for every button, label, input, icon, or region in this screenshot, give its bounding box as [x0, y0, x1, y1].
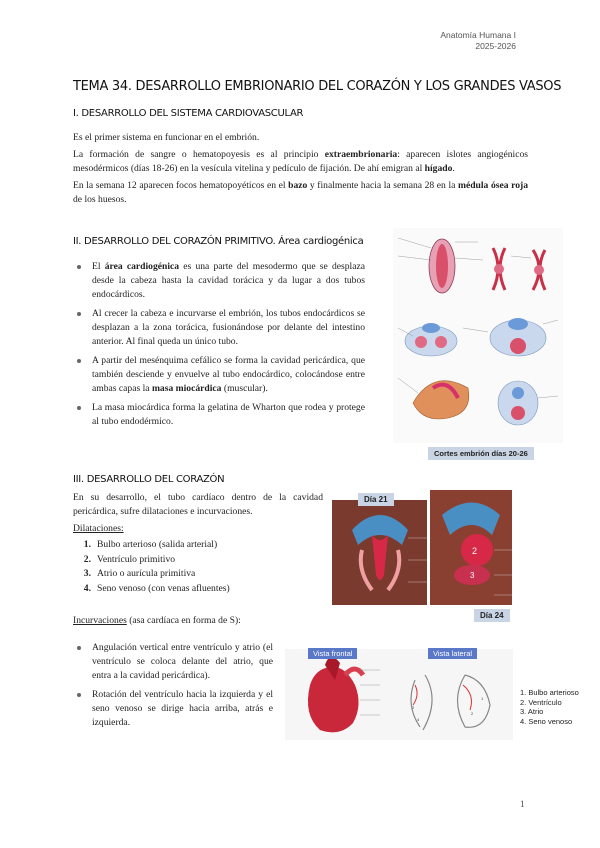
list-item: A partir del mesénquima cefálico se forma la cavidad pericárdica, que también desciende y envuelve al tubo endocárdico, colocándose entre ambas capas la masa miocárdica (muscular).	[73, 354, 365, 396]
course-name: Anatomía Humana I	[440, 30, 516, 40]
dilataciones-label: Dilataciones:	[73, 523, 124, 534]
page-number: 1	[520, 799, 525, 809]
list-item: 1. Bulbo arterioso (salida arterial)	[83, 539, 218, 550]
dilataciones-list	[73, 538, 323, 596]
vista-frontal-label: Vista frontal	[308, 648, 357, 659]
list-item: El área cardiogénica es una parte del mesodermo que se desplaza desde la cabeza hasta la cavidad torácica y da lugar a dos tubos endocárdicos.	[73, 260, 365, 302]
legend-item: 2. Ventrículo	[520, 697, 562, 707]
list-item: Al crecer la cabeza e incurvarse el embrión, los tubos endocárdicos se desplazan a la zona torácica, fusionándose por delante del intestino anterior. Al final queda un único tubo.	[73, 307, 365, 349]
svg-text:4: 4	[417, 717, 420, 722]
legend-item: 1. Bulbo arterioso	[520, 688, 579, 697]
list-item: La masa miocárdica forma la gelatina de Wharton que rodea y protege al tubo endodérmico.	[73, 401, 365, 429]
section-3-heading: III. DESARROLLO DEL CORAZÓN	[73, 474, 225, 485]
section-1-body	[73, 131, 528, 207]
svg-text:3: 3	[470, 571, 475, 580]
vista-lateral-label: Vista lateral	[428, 648, 477, 659]
s1-paragraph-1: Es el primer sistema en funcionar en el embrión.	[73, 132, 260, 143]
legend-item: 3. Atrio	[520, 707, 544, 716]
embryo-sections-figure	[393, 228, 563, 443]
list-item: Angulación vertical entre ventrículo y atrio (el ventrículo se coloca delante del atrio, que entra a la cavidad pericárdica).	[73, 641, 273, 683]
day-21-label: Día 21	[358, 493, 394, 506]
svg-text:2: 2	[472, 546, 478, 556]
heart-development-figure	[332, 490, 512, 615]
heart-views-figure	[285, 645, 513, 740]
running-header	[440, 30, 516, 52]
list-item: Rotación del ventrículo hacia la izquierda y el seno venoso se dirige hacia arriba, atrás e izquierda.	[73, 688, 273, 730]
s1-paragraph-3: En la semana 12 aparecen focos hematopoyéticos en el bazo y finalmente hacia la semana 28 en la médula ósea roja de los huesos.	[73, 180, 528, 205]
section-2-list	[73, 260, 365, 429]
s3-intro: En su desarrollo, el tubo cardíaco dentro de la cavidad pericárdica, sufre dilataciones e incurvaciones.	[73, 492, 323, 517]
course-year: 2025-2026	[475, 41, 516, 51]
s1-paragraph-2: La formación de sangre o hematopoyesis es al principio extraembrionaria: aparecen islotes angiogénicos mesodérmicos (días 18-26) en la vesícula vitelina y pedículo de fijación. De ahí emigran al hígado.	[73, 149, 528, 174]
svg-text:2: 2	[412, 705, 415, 710]
incurvaciones-wrap	[73, 641, 273, 735]
section-2-heading: II. DESARROLLO DEL CORAZÓN PRIMITIVO. Área cardiogénica	[73, 236, 364, 247]
section-3-text	[73, 491, 323, 628]
svg-text:2: 2	[471, 711, 474, 716]
incurvaciones-list	[73, 641, 273, 730]
legend-item: 4. Seno venoso	[520, 716, 573, 726]
list-item: 2. Ventrículo primitivo	[83, 553, 176, 565]
heart-legend	[520, 688, 579, 726]
day-24-label: Día 24	[474, 609, 510, 622]
incurvaciones-label: Incurvaciones (asa cardíaca en forma de S):	[73, 615, 241, 626]
section-2-list-wrap	[73, 260, 365, 434]
page-title: TEMA 34. DESARROLLO EMBRIONARIO DEL CORAZÓN Y LOS GRANDES VASOS	[73, 79, 562, 94]
list-item: 3. Atrio o aurícula primitiva	[83, 568, 196, 579]
list-item: 4. Seno venoso (con venas afluentes)	[83, 582, 230, 594]
figure-caption: Cortes embrión días 20-26	[428, 447, 534, 460]
svg-text:1: 1	[481, 696, 484, 701]
section-1-heading: I. DESARROLLO DEL SISTEMA CARDIOVASCULAR	[73, 108, 304, 119]
